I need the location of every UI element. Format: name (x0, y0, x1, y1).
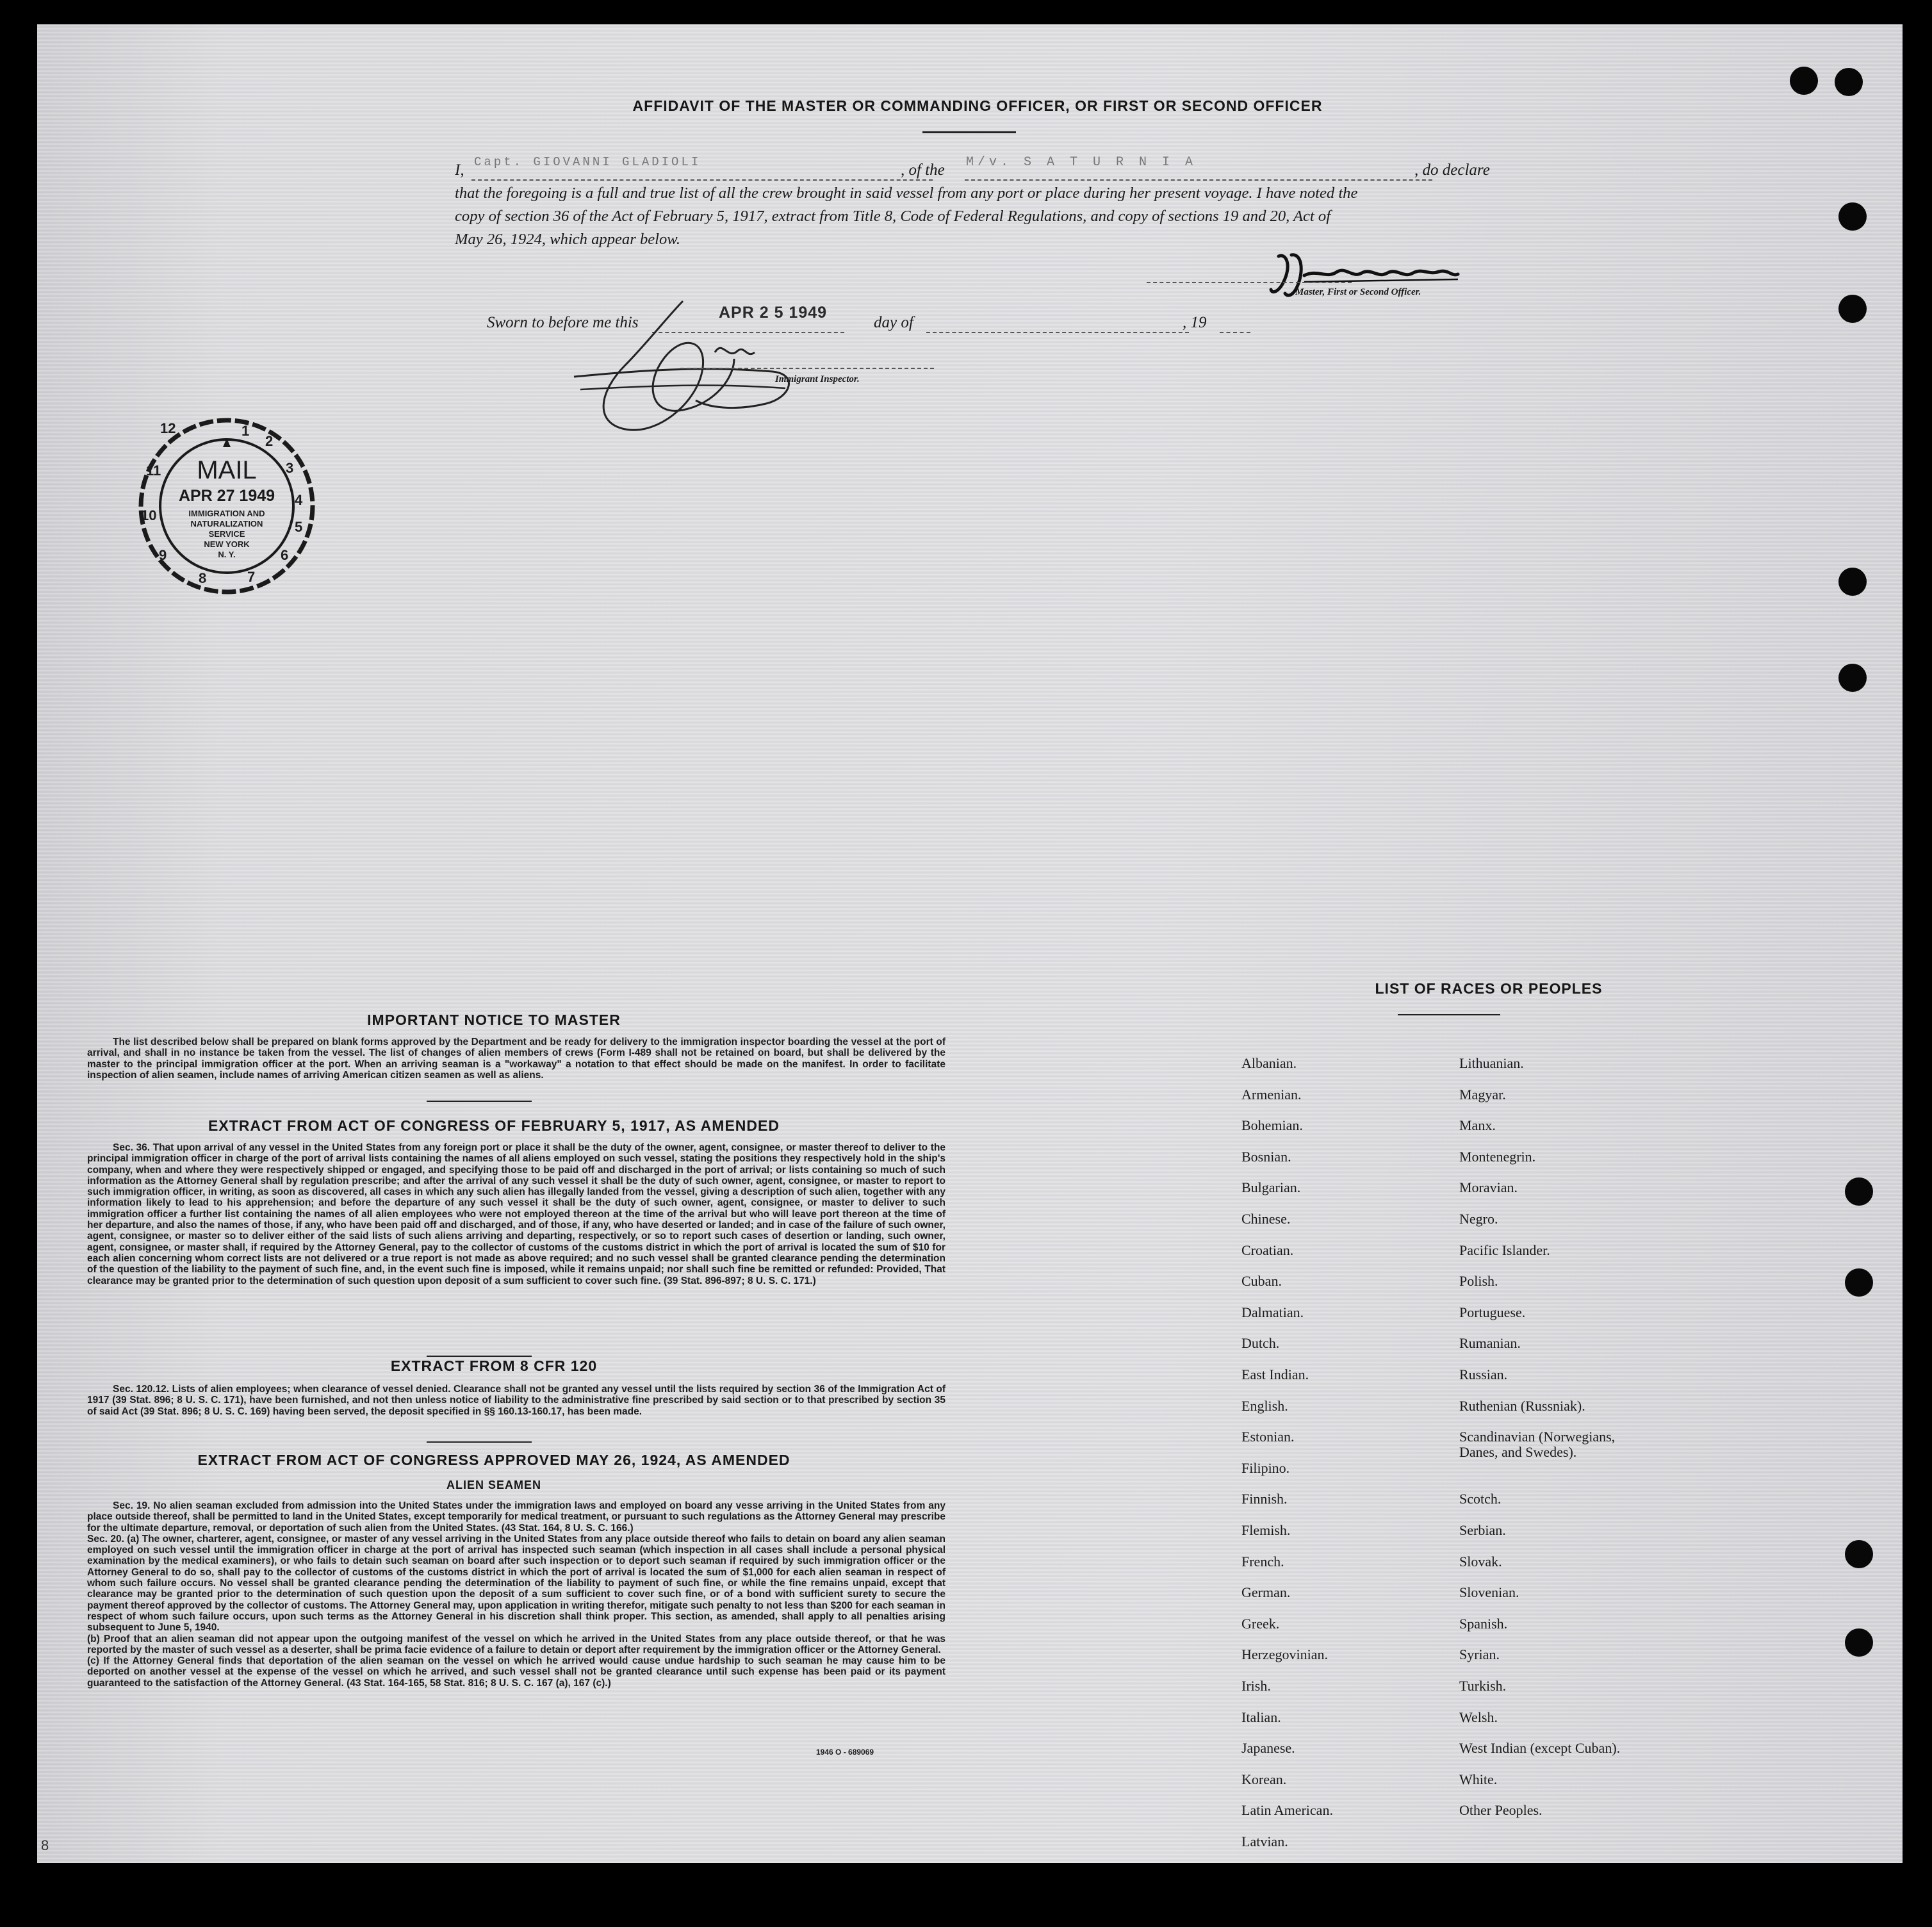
extract-cfr-rule (427, 1441, 532, 1443)
race-item: Welsh. (1459, 1709, 1498, 1725)
race-item: Polish. (1459, 1273, 1498, 1289)
race-item: Ruthenian (Russniak). (1459, 1398, 1585, 1414)
race-item: Latin American. (1241, 1802, 1333, 1818)
race-item: Rumanian. (1459, 1335, 1521, 1351)
race-item: West Indian (except Cuban). (1459, 1740, 1621, 1756)
stamp-num-12: 12 (160, 420, 176, 436)
inspector-caption: Immigrant Inspector. (775, 374, 860, 384)
race-item: Dalmatian. (1241, 1304, 1304, 1320)
signature-caption: Master, First or Second Officer. (1295, 287, 1421, 297)
race-item: Bohemian. (1241, 1117, 1303, 1133)
race-item: Irish. (1241, 1678, 1271, 1694)
extract-1917-rule (427, 1356, 532, 1357)
race-item: Moravian. (1459, 1179, 1518, 1195)
race-item: Albanian. (1241, 1055, 1297, 1071)
race-item: Russian. (1459, 1366, 1508, 1382)
master-name: Capt. GIOVANNI GLADIOLI (474, 155, 701, 169)
punch-hole-8 (1845, 1268, 1873, 1297)
vessel-name-line (965, 179, 1432, 181)
race-item: Italian. (1241, 1709, 1281, 1725)
inspector-line (680, 368, 934, 369)
stamp-date: APR 27 1949 (178, 487, 275, 505)
punch-hole-10 (1845, 1628, 1873, 1657)
race-item: Portuguese. (1459, 1304, 1526, 1320)
race-item: Cuban. (1241, 1273, 1282, 1289)
month-line (926, 332, 1189, 333)
sworn-prefix: Sworn to before me this (487, 314, 639, 331)
stamp-num-3: 3 (286, 460, 294, 476)
race-item: Slovenian. (1459, 1584, 1519, 1600)
race-item: Scandinavian (Norwegians, Danes, and Swedes). (1459, 1429, 1616, 1460)
race-item: Greek. (1241, 1616, 1280, 1632)
stamp-num-7: 7 (247, 569, 256, 585)
race-item: White. (1459, 1771, 1498, 1787)
corner-mark: 8 (41, 1837, 49, 1853)
race-item: Pacific Islander. (1459, 1242, 1550, 1258)
race-item: French. (1241, 1554, 1284, 1570)
print-code: 1946 O - 689069 (816, 1748, 874, 1757)
race-item: Latvian. (1241, 1833, 1288, 1849)
declaration-body-2: copy of section 36 of the Act of February 5, 1917, extract from Title 8, Code of Federal Regulations, and copy of sections 19 and 20, Act of (455, 208, 1331, 225)
declaration-prefix: I, (455, 161, 464, 179)
punch-hole-5 (1838, 568, 1867, 596)
declaration-body-1: that the foregoing is a full and true list of all the crew brought in said vessel from any port or place during her present voyage. I have noted the (455, 184, 1358, 202)
notice-text: The list described below shall be prepared on blank forms approved by the Department and be ready for delivery to the immigration inspector boarding the vessel at the port of arrival, and shall in no instance be taken from the vessel. The list of changes of alien members of crews (Form I-489 shall not be retained on board, but shall be delivered by the master to the principal immigration officer at the port. When an arriving seaman is a "workaway" a notation to that effect should be made on the manifest. In order to facilitate inspection of alien seamen, include names of arriving American citizen seamen as well as aliens. (87, 1037, 946, 1081)
race-item: Turkish. (1459, 1678, 1507, 1694)
day-of-text: day of (874, 314, 913, 331)
race-item: Bosnian. (1241, 1149, 1291, 1165)
race-item: Chinese. (1241, 1211, 1291, 1227)
extract-1924-title: EXTRACT FROM ACT OF CONGRESS APPROVED MAY 26, 1924, AS AMENDED (197, 1452, 790, 1468)
punch-hole-9 (1845, 1540, 1873, 1568)
stamp-num-11: 11 (146, 463, 161, 479)
race-item: Bulgarian. (1241, 1179, 1301, 1195)
affidavit-title: AFFIDAVIT OF THE MASTER OR COMMANDING OFFICER, OR FIRST OR SECOND OFFICER (632, 97, 1323, 114)
declaration-body-3: May 26, 1924, which appear below. (455, 231, 681, 248)
signature-line (1147, 282, 1352, 283)
notice-title: IMPORTANT NOTICE TO MASTER (367, 1012, 621, 1028)
stamp-num-1: 1 (242, 423, 250, 439)
race-item: Serbian. (1459, 1522, 1506, 1538)
punch-hole-7 (1845, 1177, 1873, 1206)
race-item: East Indian. (1241, 1366, 1309, 1382)
race-item: Estonian. (1241, 1429, 1295, 1445)
races-title: LIST OF RACES OR PEOPLES (1375, 980, 1603, 997)
race-item: English. (1241, 1398, 1288, 1414)
races-rule (1398, 1014, 1500, 1015)
notice-rule (427, 1101, 532, 1102)
race-item: Other Peoples. (1459, 1802, 1543, 1818)
stamp-line5: N. Y. (218, 550, 236, 559)
mail-stamp (137, 416, 316, 596)
extract-cfr-title: EXTRACT FROM 8 CFR 120 (390, 1357, 598, 1374)
race-item: Magyar. (1459, 1086, 1506, 1103)
stamp-num-8: 8 (199, 570, 207, 586)
extract-1924-text: Sec. 19. No alien seaman excluded from admission into the United States under the immigration laws and employed on board any vesse arriving in the United States from any place outside thereof, shall be permitted to land in the United States, except temporarily for medical treatment, or pursuant to such regulations as the Attorney General may prescribe for the ultimate departure, removal, or deportation of such alien from the United States. (43 Stat. 164, 8 U. S. C. 166.) Sec. 20. (a) The owner, charterer, agent, consignee, or master of any vessel arriving in the United States from any place outside thereof who fails to detain on board any alien seaman employed on such vessel until the immigration officer in charge at the port of arrival has inspected such seaman (which inspection in all cases shall include a personal physical examination by the medical examiners), or who fails to detain such seaman on board after such inspection or to deport such seaman if required by such immigration officer or the Attorney General to do so, shall pay to the collector of customs of the customs district in which the port of arrival is located the sum of $1,000 for each alien seaman in respect of whom such failure occurs. No vessel shall be granted clearance pending the determination of the liability to payment of such fine, or while the fine remains unpaid, except that clearance may be granted prior to the determination of such question upon the deposit of a sum sufficient to cover such fine, or of a bond with sufficient surety to secure the payment thereof approved by the collector of customs. The Attorney General may, upon application in writing therefor, mitigate such penalty to not less than $200 for each seaman in respect of whom such failure occurs, upon such terms as the Attorney General in his discretion shall think proper. This section, as amended, shall apply to all penalties arising subsequent to June 5, 1940. (b) Proof that an alien seaman did not appear upon the outgoing manifest of the vessel on which he arrived in the United States from any place outside thereof, or that he was reported by the master of such vessel as a deserter, shall be prima facie evidence of a failure to detain or deport after requirement by the immigration officer or the Attorney General. (c) If the Attorney General finds that deportation of the alien seaman on the vessel on which he arrived would cause undue hardship to such seaman he may cause him to be deported on another vessel at the expense of the vessel on which he arrived, and such vessel shall not be granted clearance until such expense has been paid or its payment guaranteed to the satisfaction of the Attorney General. (43 Stat. 164-165, 58 Stat. 816; 8 U. S. C. 167 (a), 167 (c).) (87, 1500, 946, 1689)
race-item: Croatian. (1241, 1242, 1294, 1258)
stamp-num-9: 9 (159, 547, 167, 563)
manifest-sheet (37, 24, 1903, 1863)
punch-hole-4 (1838, 295, 1867, 323)
race-item: Spanish. (1459, 1616, 1508, 1632)
race-item: Lithuanian. (1459, 1055, 1524, 1071)
race-item: Korean. (1241, 1771, 1287, 1787)
mail-stamp-ring (137, 416, 316, 596)
race-item: Negro. (1459, 1211, 1498, 1227)
extract-1917-title: EXTRACT FROM ACT OF CONGRESS OF FEBRUARY 5, 1917, AS AMENDED (208, 1117, 780, 1134)
year-line (1220, 332, 1250, 333)
race-item: Herzegovinian. (1241, 1646, 1328, 1662)
race-item: German. (1241, 1584, 1291, 1600)
stamp-line2: NATURALIZATION (190, 519, 263, 529)
race-item: Japanese. (1241, 1740, 1295, 1756)
sworn-stamp-date: APR 2 5 1949 (719, 304, 828, 322)
extract-cfr-text: Sec. 120.12. Lists of alien employees; when clearance of vessel denied. Clearance shall not be granted any vessel until the lists required by section 36 of the Immigration Act of 1917 (39 Stat. 896; 8 U. S. C. 171), have been furnished, and not then unless notice of liability to the administrative fine prescribed by said section or to that prescribed by section 35 of said Act (39 Stat. 896; 8 U. S. C. 169) having been served, the deposit specified in §§ 160.13-160.17, has been made. (87, 1384, 946, 1417)
punch-hole-2 (1835, 68, 1863, 96)
of-the-text: , of the (901, 161, 945, 179)
race-item: Scotch. (1459, 1491, 1502, 1507)
stamp-line3: SERVICE (208, 529, 245, 539)
stamp-num-10: 10 (141, 507, 157, 523)
stamp-num-5: 5 (295, 519, 303, 535)
stamp-num-4: 4 (295, 492, 303, 508)
vessel-name: M/v. S A T U R N I A (966, 155, 1197, 170)
stamp-line1: IMMIGRATION AND (188, 509, 265, 518)
punch-hole-6 (1838, 664, 1867, 692)
title-rule (922, 131, 1016, 133)
stamp-num-6: 6 (281, 547, 289, 563)
year-prefix: , 19 (1183, 314, 1207, 331)
stamp-line4: NEW YORK (204, 539, 250, 549)
stamp-num-2: 2 (265, 433, 274, 449)
stamp-mail-label: MAIL (197, 456, 257, 484)
race-item: Filipino. (1241, 1460, 1290, 1476)
race-item: Manx. (1459, 1117, 1496, 1133)
extract-1924-subtitle: ALIEN SEAMEN (446, 1479, 541, 1491)
race-item: Finnish. (1241, 1491, 1288, 1507)
race-item: Slovak. (1459, 1554, 1502, 1570)
master-name-line (471, 179, 933, 181)
race-item: Flemish. (1241, 1522, 1291, 1538)
race-item: Syrian. (1459, 1646, 1500, 1662)
race-item: Montenegrin. (1459, 1149, 1536, 1165)
do-declare-text: , do declare (1414, 161, 1490, 179)
race-item: Armenian. (1241, 1086, 1302, 1103)
master-signature (1266, 250, 1464, 308)
punch-hole-1 (1790, 67, 1818, 95)
punch-hole-3 (1838, 202, 1867, 231)
race-item: Dutch. (1241, 1335, 1280, 1351)
extract-1917-text: Sec. 36. That upon arrival of any vessel in the United States from any foreign port or place it shall be the duty of the owner, agent, consignee, or master thereof to deliver to the principal immigration officer in charge of the port of arrival lists containing the names of all aliens employed on such vessel, stating the positions they respectively hold in the ship's company, when and where they were respectively shipped or engaged, and specifying those to be paid off and discharged in the port of arrival; or lists containing so much of such information as the Attorney General shall by regulation prescribe; and after the arrival of any such vessel it shall be the duty of such owner, agent, consignee, or master to report to such immigration officer, in writing, as soon as discovered, all cases in which any such alien has illegally landed from the vessel, giving a description of such alien, together with any information likely to lead to his apprehension; and before the departure of any such vessel it shall be the duty of such owner, agent, consignee, or master to deliver to such immigration officer a further list containing the names of all alien employees who were not employed thereon at the time of the arrival but who will leave port thereon at the time of her departure, and also the names of those, if any, who have been paid off and discharged, and of those, if any, who have deserted or landed; and in case of the failure of such owner, agent, consignee, or master so to deliver either of the said lists of such aliens arriving and departing, respectively, or so to report such cases of desertion or landing, such owner, agent, consignee, or master shall, if required by the Attorney General, pay to the collector of customs of the customs district in which the port of arrival is located the sum of $10 for each alien concerning whom correct lists are not delivered or a true report is not made as above required; and no such vessel shall be granted clearance pending the determination of the question of the liability to the payment of such fine, and, in the event such fine is imposed, while it remains unpaid; nor shall such fine be remitted or refunded: Provided, That clearance may be granted prior to the determination of such question upon deposit of a sum sufficient to cover such fine. (39 Stat. 896-897; 8 U. S. C. 171.) (87, 1142, 946, 1286)
